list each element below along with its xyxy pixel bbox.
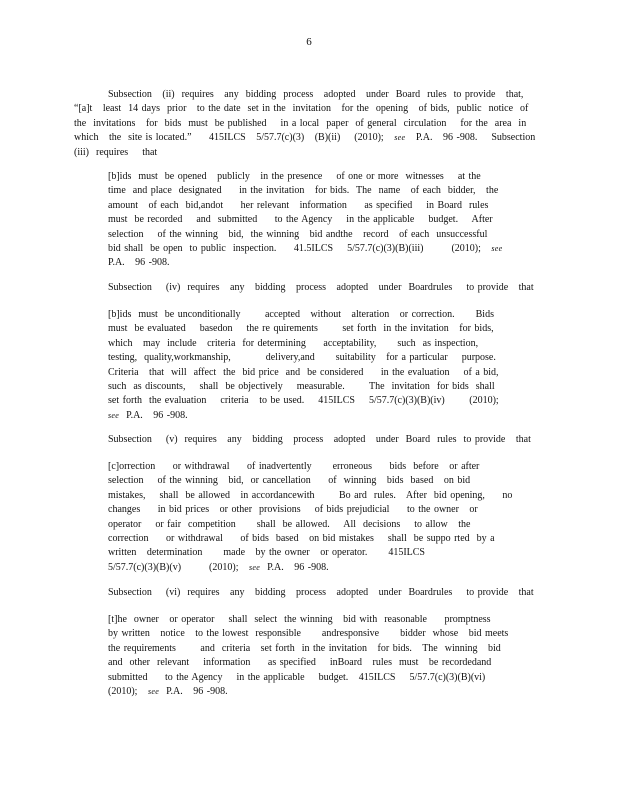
citation-text: bid shall be open to public inspection. 41.5ILCS 5/57.7(c)(3)(B)(iii) (2010); <box>108 243 481 255</box>
paragraph-subsection-ii <box>74 88 536 160</box>
see-signal: see <box>108 410 120 420</box>
quote-line: the requirements and criteria set forth in the invitation for bids. The winning bid <box>108 642 501 654</box>
text-line: the invitations for bids must be published in a local paper of general circulation for the area in <box>74 117 527 129</box>
block-quote-3 <box>108 460 513 575</box>
see-signal: see <box>248 562 261 572</box>
citation-text: set forth the evaluation criteria to be used. 415ILCS 5/57.7(c)(3)(B)(iv) (2010); <box>108 395 499 407</box>
quote-line: [b]ids must be unconditionally accepted without alteration or correction. Bids <box>108 309 494 320</box>
block-quote-1 <box>108 170 502 271</box>
citation-text: (2010); <box>108 686 138 698</box>
paragraph-subsection-vi <box>108 586 534 600</box>
citation-tail: P.A. 96 -908. <box>166 686 228 698</box>
citation-text: which the site is located.” 415ILCS 5/57.7(c)(3) (B)(ii) (2010); <box>74 132 384 144</box>
quote-line: operator or fair competition shall be allowed. All decisions to allow the <box>108 518 471 530</box>
quote-line: which may include criteria for determining acceptability, such as inspection, <box>108 337 479 349</box>
citation-text: 5/57.7(c)(3)(B)(v) (2010); <box>108 561 239 573</box>
quote-line: testing, quality,workmanship, delivery,and suitability for a particular purpose. <box>108 352 496 364</box>
block-quote-4 <box>108 613 509 699</box>
text-line: Subsection (ii) requires any bidding process adopted under Board rules to provide that, <box>108 89 524 100</box>
quote-line: selection of the winning bid, or cancellation of winning bids based on bid <box>108 475 471 487</box>
page-number: 6 <box>306 36 312 48</box>
see-signal: see <box>394 133 406 143</box>
quote-line: must be evaluated basedon the re quirements set forth in the invitation for bids, <box>108 323 494 335</box>
paragraph-subsection-iv <box>108 281 534 295</box>
quote-line <box>108 561 502 575</box>
text-line: Subsection (v) requires any bidding process adopted under Board rules to provide that <box>108 434 531 445</box>
quote-line: amount of each bid,andot her relevant information as specified in Board rules <box>108 199 489 211</box>
citation-tail: P.A. 96 -908. Subsection <box>415 132 536 144</box>
quote-line <box>108 409 502 423</box>
quote-line: correction or withdrawal of bids based on bid mistakes shall be suppo rted by a <box>108 533 495 545</box>
see-signal: see <box>491 244 503 254</box>
text-line: (iii) requires that <box>74 146 158 158</box>
quote-line: by written notice to the lowest responsible andresponsive bidder whose bid meets <box>108 628 509 640</box>
citation-tail: P.A. 96 -908. <box>267 561 329 573</box>
quote-line: mistakes, shall be allowed in accordancewith Bo ard rules. After bid opening, no <box>108 489 513 501</box>
text-line: Subsection (iv) requires any bidding process adopted under Boardrules to provide that <box>108 282 534 293</box>
quote-line: Criteria that will affect the bid price and be considered in the evaluation of a bid, <box>108 366 499 378</box>
quote-line <box>108 242 502 256</box>
quote-line: [t]he owner or operator shall select the winning bid with reasonable promptness <box>108 614 491 625</box>
quote-line: P.A. 96 -908. <box>108 257 170 269</box>
quote-line: such as discounts, shall be objectively measurable. The invitation for bids shall <box>108 381 495 393</box>
text-line: Subsection (vi) requires any bidding process adopted under Boardrules to provide that <box>108 587 534 598</box>
quote-line: changes in bid prices or other provisions of bids prejudicial to the owner or <box>108 504 478 516</box>
text-line <box>74 131 536 145</box>
quote-line: selection of the winning bid, the winning bid andthe record of each unsuccessful <box>108 228 488 240</box>
quote-line: time and place designated in the invitation for bids. The name of each bidder, the <box>108 185 499 197</box>
quote-line: and other relevant information as specified inBoard rules must be recordedand <box>108 657 492 669</box>
paragraph-subsection-v <box>108 433 531 447</box>
quote-line: [b]ids must be opened publicly in the presence of one or more witnesses at the <box>108 171 481 182</box>
quote-line <box>108 394 502 408</box>
block-quote-2 <box>108 308 502 423</box>
quote-line <box>108 685 502 699</box>
text-line: “[a]t least 14 days prior to the date set in the invitation for the opening of bids, public notice of <box>74 103 529 115</box>
quote-line: submitted to the Agency in the applicable budget. 415ILCS 5/57.7(c)(3)(B)(vi) <box>108 671 486 683</box>
quote-line: written determination made by the owner or operator. 415ILCS <box>108 547 425 559</box>
citation-tail: P.A. 96 -908. <box>126 409 188 421</box>
see-signal: see <box>147 687 160 697</box>
quote-line: must be recorded and submitted to the Agency in the applicable budget. After <box>108 214 493 226</box>
quote-line: [c]orrection or withdrawal of inadvertently erroneous bids before or after <box>108 461 480 472</box>
